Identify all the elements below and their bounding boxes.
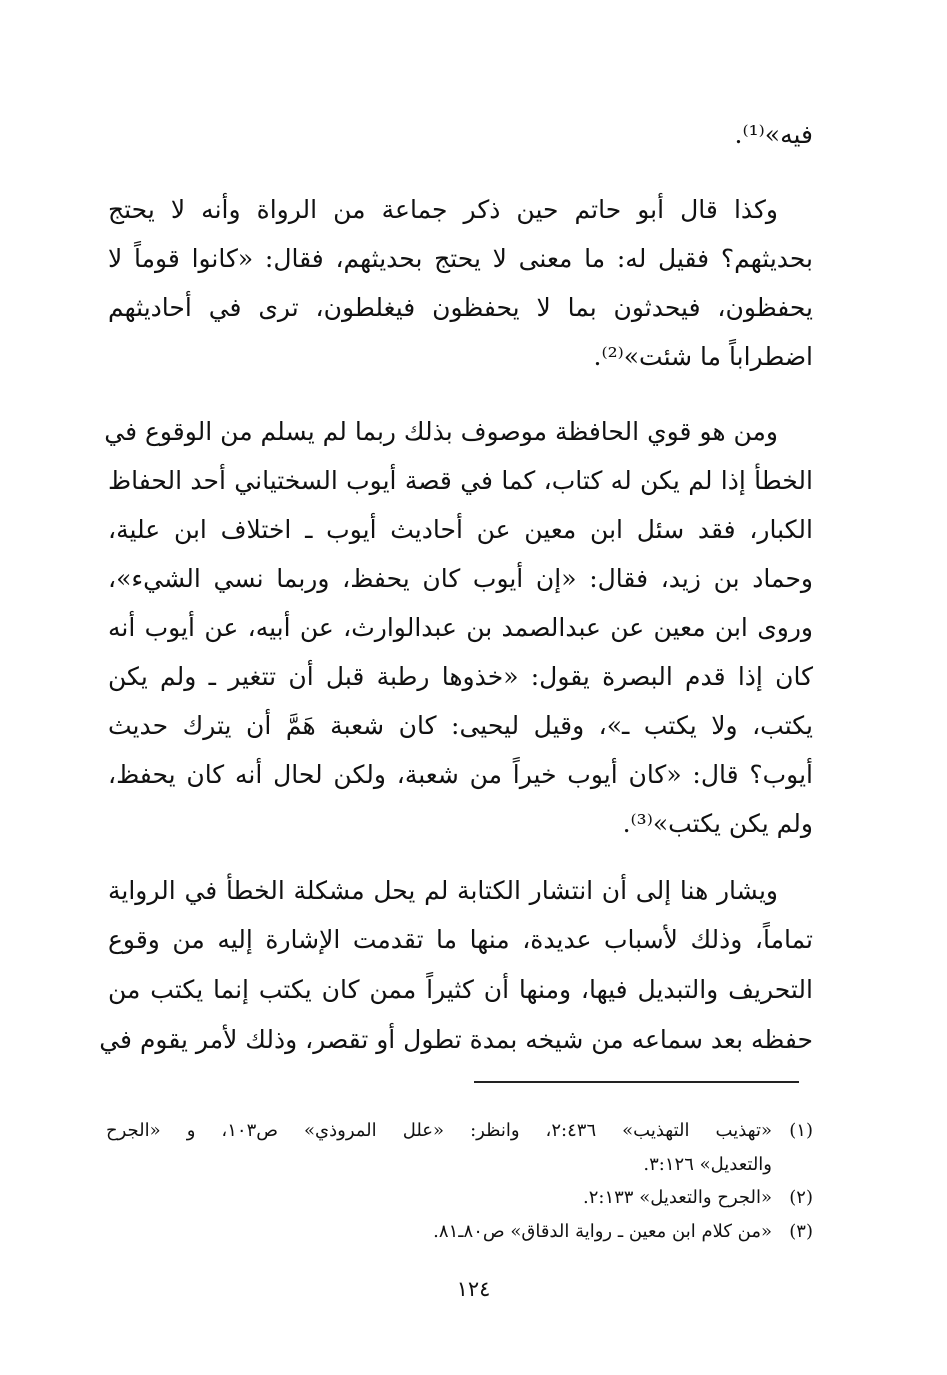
paragraph-line: بحديثهم؟ فقيل له: ما معنى لا يحتج بحديثهم، فقال: «كانوا قوماً لا <box>108 244 813 273</box>
footnote-line: والتعديل» ٣:١٢٦. <box>643 1154 772 1175</box>
paragraph-line: وحماد بن زيد، فقال: «إن أيوب كان يحفظ، وربما نسي الشيء»، <box>108 564 813 593</box>
paragraph-line: التحريف والتبديل فيها، ومنها أن كثيراً ممن كان يكتب إنما يكتب من <box>108 975 813 1004</box>
footnote-line: «الجرح والتعديل» ٢:١٣٣. <box>583 1187 772 1208</box>
paragraph-line: ومن هو قوي الحافظة موصوف بذلك ربما لم يسلم من الوقوع في <box>104 417 778 446</box>
footnote-marker: (٢) <box>789 1187 813 1208</box>
paragraph-line: ولم يكن يكتب»⁽³⁾. <box>622 809 813 838</box>
footnote-separator <box>474 1081 799 1083</box>
paragraph-line: الخطأ إذا لم يكن له كتاب، كما في قصة أيوب السختياني أحد الحفاظ <box>108 466 813 495</box>
paragraph-line: حفظه بعد سماعه من شيخه بمدة تطول أو تقصر، وذلك لأمر يقوم في <box>99 1025 813 1054</box>
paragraph-line: وروى ابن معين عن عبدالصمد بن عبدالوارث، عن أبيه، عن أيوب أنه <box>108 613 813 642</box>
paragraph-line: تماماً، وذلك لأسباب عديدة، منها ما تقدمت الإشارة إليه من وقوع <box>108 925 813 954</box>
footnote-line: «من كلام ابن معين ـ رواية الدقاق» ص٨٠ـ٨١. <box>433 1221 772 1242</box>
paragraph-line: الكبار، فقد سئل ابن معين عن أحاديث أيوب ـ اختلاف ابن علية، <box>108 515 813 544</box>
paragraph-line: وكذا قال أبو حاتم حين ذكر جماعة من الرواة وأنه لا يحتج <box>108 195 778 224</box>
paragraph-line: اضطراباً ما شئت»⁽²⁾. <box>593 342 813 371</box>
footnote-marker: (١) <box>789 1120 813 1141</box>
paragraph-line: يكتب، ولا يكتب ـ»، وقيل ليحيى: كان شعبة هَمَّ أن يترك حديث <box>108 711 813 740</box>
footnote-line: «تهذيب التهذيب» ٢:٤٣٦، وانظر: «علل المروذي» ص١٠٣، و «الجرح <box>106 1120 772 1141</box>
paragraph-line: يحفظون، فيحدثون بما لا يحفظون فيغلطون، ترى في أحاديثهم <box>108 293 813 322</box>
footnote-marker: (٣) <box>789 1221 813 1242</box>
paragraph-line: كان إذا قدم البصرة يقول: «خذوها رطبة قبل أن تتغير ـ ولم يكن <box>108 662 813 691</box>
page-number: ١٢٤ <box>456 1277 491 1301</box>
paragraph-line: أيوب؟ قال: «كان أيوب خيراً من شعبة، ولكن لحال أنه كان يحفظ، <box>108 760 813 789</box>
paragraph-line: ويشار هنا إلى أن انتشار الكتابة لم يحل مشكلة الخطأ في الرواية <box>108 876 778 905</box>
carry-over-line: فيه»⁽¹⁾. <box>734 120 813 149</box>
